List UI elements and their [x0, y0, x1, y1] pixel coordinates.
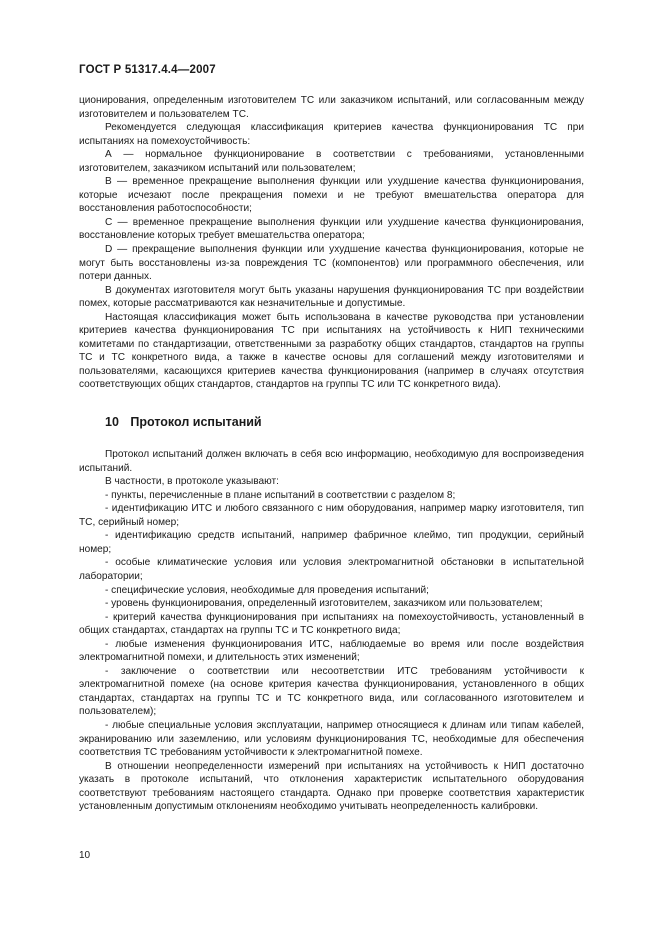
section-number: 10: [105, 415, 119, 430]
list-item: - любые изменения функционирования ИТС, наблюдаемые во время или после воздействия электромагнитной помехи, и длительность этих изменений;: [79, 638, 584, 664]
list-item: - пункты, перечисленные в плане испытаний в соответствии с разделом 8;: [105, 489, 456, 501]
list-item: - уровень функционирования, определенный изготовителем, заказчиком или пользователем;: [105, 598, 543, 610]
paragraph: ционирования, определенным изготовителем ТС или заказчиком испытаний, или согласованным между изготовителем и пользователем ТС.: [79, 95, 584, 120]
paragraph: Рекомендуется следующая классификация критериев качества функционирования ТС при испытаниях на помехоустойчивость:: [79, 122, 584, 147]
list-item: - специфические условия, необходимые для проведения испытаний;: [105, 584, 429, 596]
paragraph: D — прекращение выполнения функции или ухудшение качества функционирования, которые не могут быть восстановлены из-за повреждения ТС (компонентов) или программного обеспечения, или потери данных.: [79, 244, 584, 283]
paragraph: В документах изготовителя могут быть указаны нарушения функционирования ТС при воздействии помех, которые рассматриваются как незначительные и допустимые.: [79, 284, 584, 310]
paragraph: А — нормальное функционирование в соответствии с требованиями, установленными изготовителем, заказчиком испытаний или пользователем;: [79, 149, 584, 174]
section-title: Протокол испытаний: [130, 415, 262, 430]
list-item: - критерий качества функционирования при испытаниях на помехоустойчивость, установленный в общих стандартах, стандартах на группы ТС и ТС конкретного вида;: [79, 611, 584, 637]
list-item: - любые специальные условия эксплуатации, например относящиеся к длинам или типам кабелей, экранированию или заземлению, или условиям функционирования ТС, необходимые для обеспечения соответствия ТС требованиям устойчивости к электромагнитной помехе.: [79, 719, 584, 759]
document-header: ГОСТ Р 51317.4.4—2007: [79, 64, 216, 76]
criteria-section: [79, 94, 584, 392]
page-number: 10: [79, 850, 91, 861]
paragraph: Протокол испытаний должен включать в себя всю информацию, необходимую для воспроизведения испытаний.: [79, 449, 584, 474]
list-item: - заключение о соответствии или несоответствии ИТС требованиям устойчивости к электромагнитной помехе (на основе критерия качества функционирования, установленного в общих стандартах, стандартах на группы ТС и ТС конкретного вида, или согласованного изготовителем и пользователем);: [79, 665, 584, 718]
document-body: [79, 94, 584, 814]
paragraph: В — временное прекращение выполнения функции или ухудшение качества функционирования, которые исчезают после прекращения помехи и не требуют вмешательства оператора для восстановления работоспособности;: [79, 176, 584, 215]
list-item: - идентификацию средств испытаний, например фабричное клеймо, тип продукции, серийный номер;: [79, 530, 584, 555]
list-item: - идентификацию ИТС и любого связанного с ним оборудования, например марку изготовителя, тип ТС, серийный номер;: [79, 503, 584, 528]
list-item: - особые климатические условия или условия электромагнитной обстановки в испытательной лаборатории;: [79, 557, 584, 582]
paragraph: В частности, в протоколе указывают:: [105, 476, 279, 488]
paragraph: Настоящая классификация может быть использована в качестве руководства при установлении критериев качества функционирования ТС при испытаниях на устойчивость к НИП техническими комитетами по стандартизации, ответственными за разработку общих стандартов, стандартов на группы ТС и ТС конкретного вида, а также в качестве основы для соглашений между изготовителями и пользователями, касающихся критериев качества функционирования (например в случаях отсутствия соответствующих общих стандартов, стандартов на группы ТС или ТС конкретного вида).: [79, 311, 584, 391]
protocol-section: [79, 448, 584, 814]
paragraph: В отношении неопределенности измерений при испытаниях на устойчивость к НИП достаточно указать в протоколе испытаний, что отклонения характеристик испытательного оборудования соответствуют требованиям настоящего стандарта. Однако при проверке соответствия характеристик установленным допустимым отклонениям необходимо учитывать неопределенность калибровки.: [79, 760, 584, 813]
paragraph: С — временное прекращение выполнения функции или ухудшение качества функционирования, восстановление которых требует вмешательства оператора;: [79, 216, 584, 242]
section-heading: [105, 415, 584, 430]
